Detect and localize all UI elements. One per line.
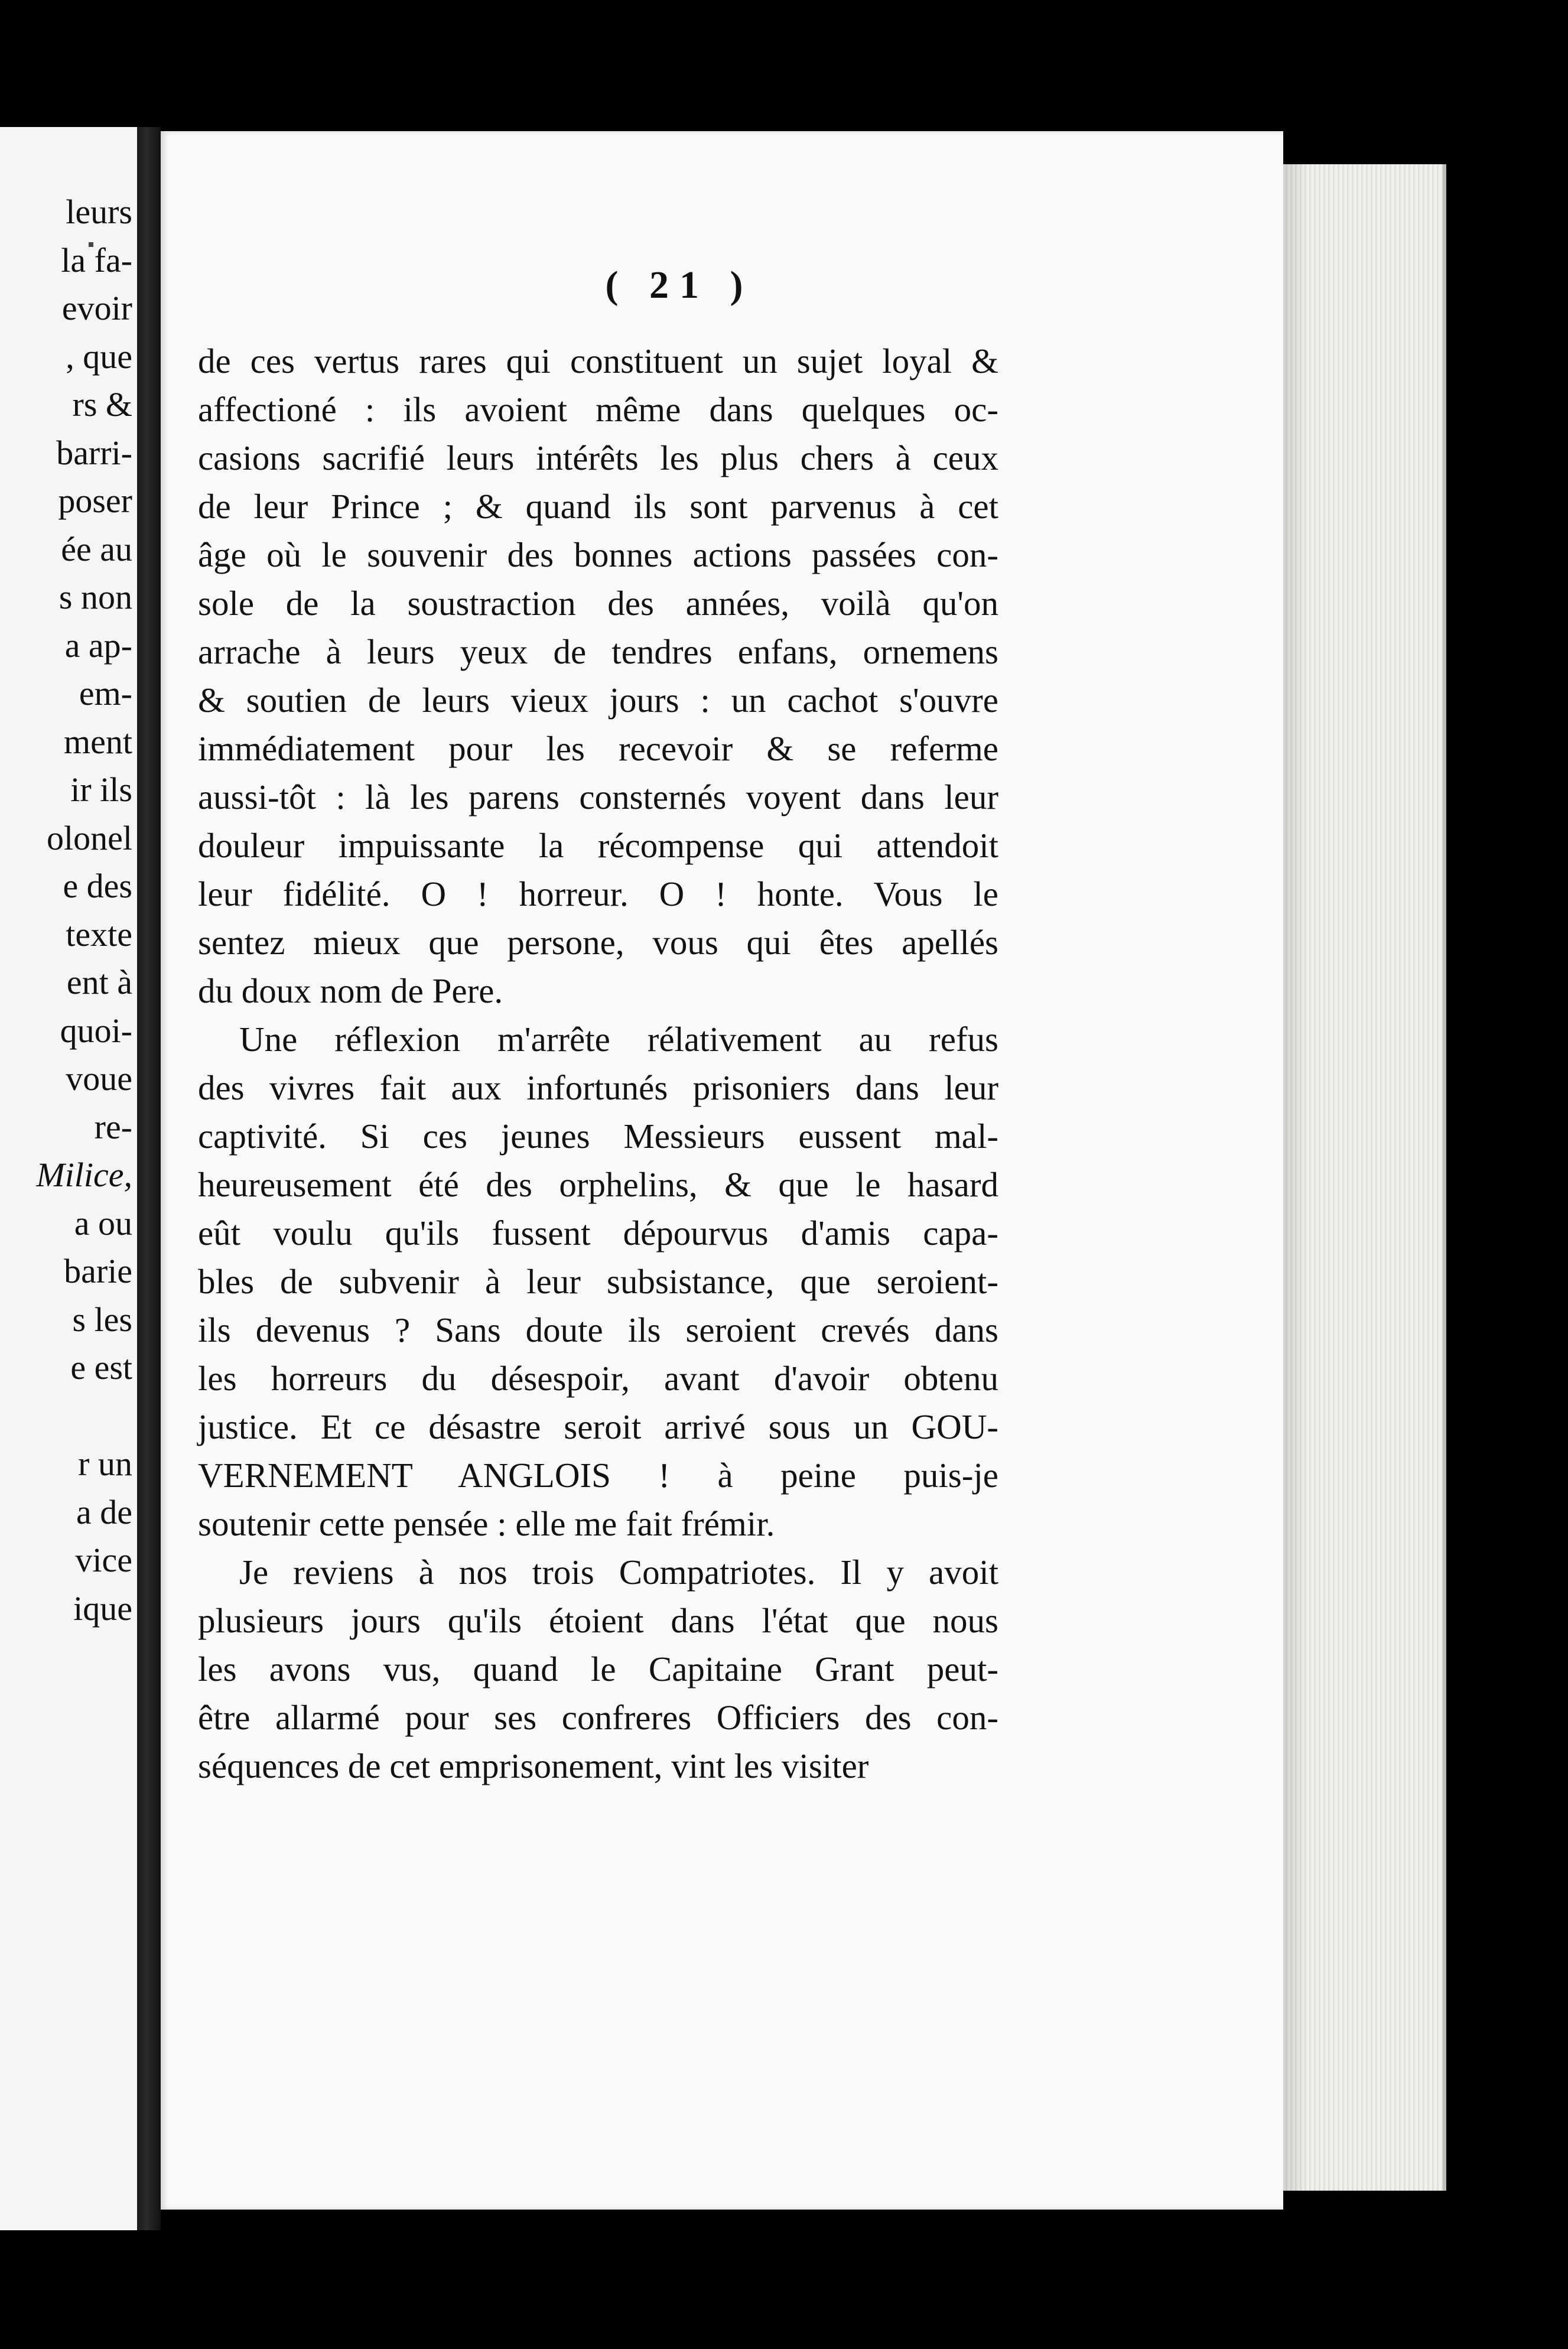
text-line: des vivres fait aux infortunés prisoniers dans leur	[198, 1068, 998, 1107]
previous-page-line-fragment: , que	[66, 337, 132, 376]
text-line: affectioné : ils avoient même dans quelques oc-	[198, 390, 998, 429]
previous-page-line-fragment: rs &	[72, 385, 132, 424]
text-line: ils devenus ? Sans doute ils seroient crevés dans	[198, 1310, 998, 1349]
previous-page-line-fragment: barie	[64, 1252, 132, 1290]
previous-page-line-fragment: e est	[70, 1348, 132, 1387]
previous-page-line-fragment: evoir	[61, 289, 132, 327]
previous-page-line-fragment: quoi-	[60, 1011, 132, 1050]
previous-page-line-fragment: s les	[72, 1300, 132, 1339]
text-line: séquences de cet emprisonement, vint les visiter	[198, 1746, 869, 1785]
page-edges	[1283, 164, 1446, 2191]
previous-page-line-fragment: leurs	[66, 193, 132, 231]
previous-page-fragment	[0, 127, 137, 2230]
text-line: bles de subvenir à leur subsistance, que seroient-	[198, 1262, 998, 1301]
previous-page-line-fragment: s non	[58, 578, 132, 616]
previous-page-line-fragment: poser	[58, 481, 132, 520]
page-body-text	[198, 337, 998, 1790]
text-line: du doux nom de Pere.	[198, 971, 503, 1010]
previous-page-line-fragment: barri-	[56, 433, 132, 472]
previous-page-line-fragment: a de	[76, 1492, 132, 1531]
text-line: sentez mieux que persone, vous qui êtes apellés	[198, 923, 998, 962]
text-line: captivité. Si ces jeunes Messieurs eussent mal-	[198, 1117, 998, 1156]
previous-page-line-fragment: e des	[63, 867, 132, 905]
book-gutter	[137, 127, 161, 2230]
text-line: arrache à leurs yeux de tendres enfans, ornemens	[198, 632, 998, 671]
previous-page-line-fragment: voue	[66, 1059, 132, 1098]
previous-page-line-fragment: em-	[79, 674, 132, 712]
text-line: VERNEMENT ANGLOIS ! à peine puis-je	[198, 1456, 998, 1495]
text-line: âge où le souvenir des bonnes actions passées con-	[198, 535, 998, 574]
text-line: justice. Et ce désastre seroit arrivé sous un GOU-	[198, 1407, 998, 1446]
text-line: douleur impuissante la récompense qui attendoit	[198, 826, 998, 865]
text-line: & soutien de leurs vieux jours : un cachot s'ouvre	[198, 681, 998, 720]
previous-page-line-fragment: re-	[94, 1107, 132, 1146]
previous-page-line-fragment: ment	[64, 722, 132, 761]
text-line: de ces vertus rares qui constituent un sujet loyal &	[198, 341, 998, 380]
text-line: être allarmé pour ses confreres Officiers des con-	[198, 1698, 998, 1737]
previous-page-line-fragment: ée au	[61, 529, 132, 568]
page-edge-shadow	[1283, 164, 1307, 2191]
previous-page-line-fragment: r un	[78, 1444, 132, 1483]
previous-page-line-fragment: la fa-	[61, 240, 132, 279]
text-line: casions sacrifié leurs intérêts les plus chers à ceux	[198, 438, 998, 477]
text-line: sole de la soustraction des années, voilà qu'on	[198, 584, 998, 623]
previous-page-line-fragment: Milice,	[36, 1156, 132, 1194]
text-line: heureusement été des orphelins, & que le hasard	[198, 1165, 998, 1204]
text-line: immédiatement pour les recevoir & se referme	[198, 729, 998, 768]
text-line: de leur Prince ; & quand ils sont parvenus à cet	[198, 487, 998, 526]
previous-page-line-fragment: a ou	[74, 1203, 132, 1242]
text-line: Une réflexion m'arrête rélativement au refus	[239, 1020, 998, 1059]
text-line: aussi-tôt : là les parens consternés voyent dans leur	[198, 777, 998, 816]
previous-page-line-fragment: ique	[73, 1589, 132, 1628]
text-line: les horreurs du désespoir, avant d'avoir obtenu	[198, 1359, 998, 1398]
previous-page-line-fragment: ent à	[66, 963, 132, 1001]
text-line: les avons vus, quand le Capitaine Grant peut-	[198, 1649, 998, 1688]
text-line: leur fidélité. O ! horreur. O ! honte. Vous le	[198, 874, 998, 913]
previous-page-line-fragment: a ap-	[64, 626, 132, 665]
text-line: plusieurs jours qu'ils étoient dans l'état que nous	[198, 1601, 998, 1640]
previous-page-line-fragment: olonel	[47, 818, 132, 857]
previous-page-line-fragment: ir ils	[70, 770, 132, 809]
text-line: eût voulu qu'ils fussent dépourvus d'amis capa-	[198, 1213, 998, 1252]
text-line: soutenir cette pensée : elle me fait frémir.	[198, 1504, 775, 1543]
previous-page-line-fragment: texte	[66, 915, 132, 954]
text-line: Je reviens à nos trois Compatriotes. Il y avoit	[239, 1553, 998, 1592]
page-number: ( 21 )	[605, 263, 754, 307]
previous-page-line-fragment: vice	[75, 1541, 132, 1579]
